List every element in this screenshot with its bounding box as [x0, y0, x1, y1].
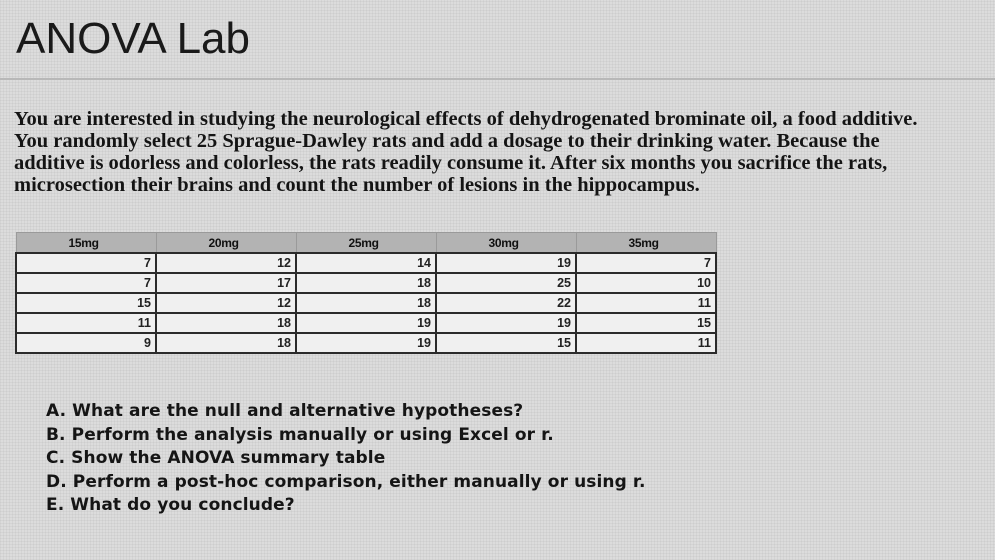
- table-cell: 17: [156, 273, 296, 293]
- dosage-data-table: [15, 232, 717, 354]
- column-header-15mg: 15mg: [16, 233, 156, 254]
- table-cell: 18: [296, 273, 436, 293]
- table-cell: 7: [16, 253, 156, 273]
- question-list: [46, 400, 646, 518]
- table-row: [16, 253, 716, 273]
- table-cell: 14: [296, 253, 436, 273]
- table-cell: 15: [576, 313, 716, 333]
- table-header-row: [16, 233, 716, 254]
- table-cell: 11: [16, 313, 156, 333]
- question-b: B. Perform the analysis manually or using Excel or r.: [46, 424, 554, 445]
- page-title: ANOVA Lab: [16, 14, 250, 63]
- table-cell: 19: [436, 313, 576, 333]
- column-header-20mg: 20mg: [156, 233, 296, 254]
- title-divider: [0, 78, 995, 80]
- question-e: E. What do you conclude?: [46, 495, 295, 515]
- question-d: D. Perform a post-hoc comparison, either manually or using r.: [46, 471, 646, 492]
- table-row: [16, 313, 716, 333]
- table-cell: 15: [16, 293, 156, 313]
- table-cell: 25: [436, 273, 576, 293]
- table-cell: 11: [576, 293, 716, 313]
- table-row: [16, 293, 716, 313]
- question-a: A. What are the null and alternative hypotheses?: [46, 401, 524, 421]
- table-cell: 12: [156, 293, 296, 313]
- table-cell: 12: [156, 253, 296, 273]
- table-cell: 22: [436, 293, 576, 313]
- table-cell: 19: [296, 313, 436, 333]
- table-cell: 19: [436, 253, 576, 273]
- table-cell: 18: [296, 293, 436, 313]
- table-cell: 7: [576, 253, 716, 273]
- table-row: [16, 273, 716, 293]
- table-cell: 19: [296, 333, 436, 353]
- column-header-30mg: 30mg: [436, 233, 576, 254]
- intro-paragraph: You are interested in studying the neurological effects of dehydrogenated brominate oil, a food additive. You randomly select 25 Sprague-Dawley rats and add a dosage to their drinking water. Because the additive is odorless and colorless, the rats readily consume it. After six months you sacrifice the rats, microsection their brains and count the number of lesions in the hippocampus.: [14, 108, 918, 196]
- table-cell: 9: [16, 333, 156, 353]
- table-row: [16, 333, 716, 353]
- table-cell: 11: [576, 333, 716, 353]
- table-cell: 10: [576, 273, 716, 293]
- table-cell: 15: [436, 333, 576, 353]
- table-cell: 7: [16, 273, 156, 293]
- column-header-35mg: 35mg: [576, 233, 716, 254]
- table-cell: 18: [156, 313, 296, 333]
- table-cell: 18: [156, 333, 296, 353]
- question-c: C. Show the ANOVA summary table: [46, 448, 386, 468]
- column-header-25mg: 25mg: [296, 233, 436, 254]
